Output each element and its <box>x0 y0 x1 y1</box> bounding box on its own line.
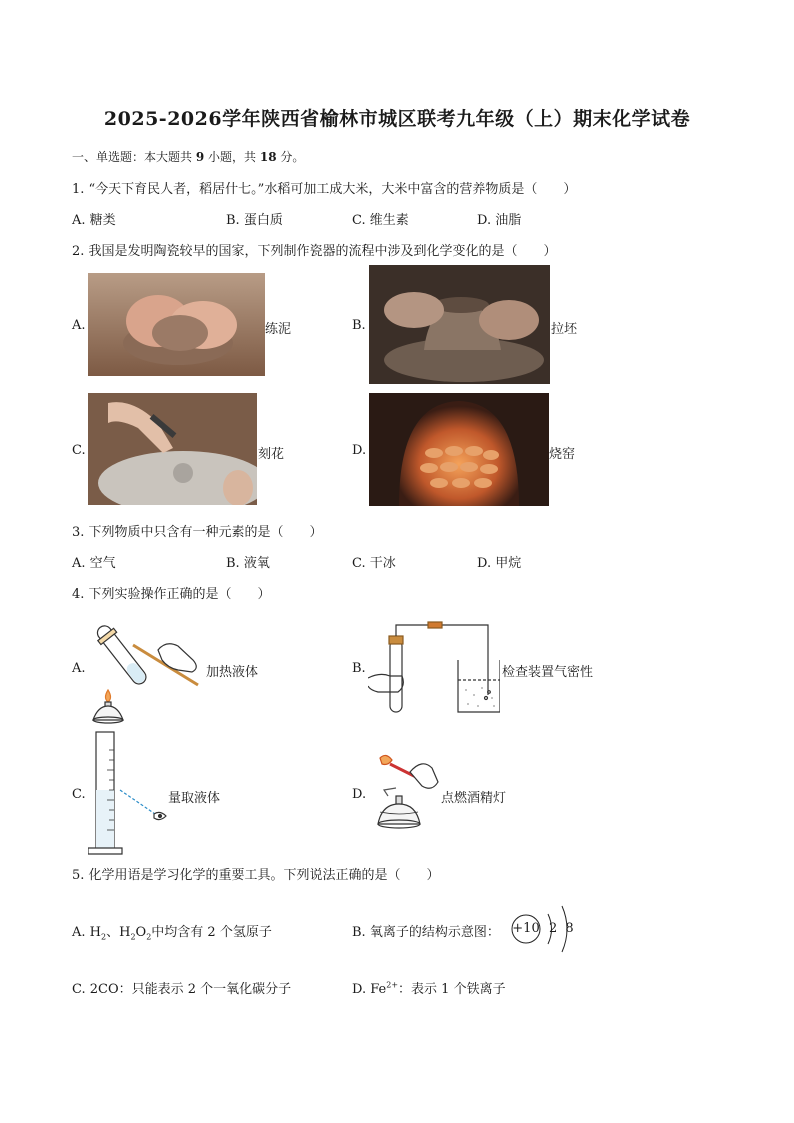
q5-option-d[interactable] <box>352 978 506 997</box>
lighting-alcohol-lamp-figure <box>366 752 442 830</box>
q2-option-c-caption: 刻花 <box>258 447 285 462</box>
heating-liquid-figure <box>88 610 206 725</box>
q2-option-a-caption: 练泥 <box>265 322 292 337</box>
q5-a-text-3: O <box>135 925 147 940</box>
q1-option-b[interactable]: B. 蛋白质 <box>226 213 283 228</box>
nucleus-charge: +10 <box>512 921 540 936</box>
electron-shells: 2 8 <box>549 921 576 936</box>
q1-option-c[interactable]: C. 维生素 <box>352 213 409 228</box>
q3-option-d[interactable]: D. 甲烷 <box>477 556 522 571</box>
measuring-cylinder-figure <box>88 730 170 856</box>
q5-option-b[interactable]: B. 氧离子的结构示意图： <box>352 925 500 940</box>
section-suffix: 分。 <box>280 150 305 164</box>
q5-a-text-2: 、H <box>106 925 131 940</box>
q2-option-b-letter[interactable]: B. <box>352 318 366 333</box>
q4-option-b-letter[interactable]: B. <box>352 661 366 676</box>
q2-stem: 2. 我国是发明陶瓷较早的国家，下列制作瓷器的流程中涉及到化学变化的是（ ） <box>72 244 557 259</box>
section-mid: 小题，共 <box>208 150 257 164</box>
q4-stem: 4. 下列实验操作正确的是（ ） <box>72 587 271 602</box>
q3-option-c[interactable]: C. 干冰 <box>352 556 396 571</box>
clay-kneading-photo <box>88 273 265 376</box>
q4-option-d-letter[interactable]: D. <box>352 787 367 802</box>
q5-a-text-1: A. H <box>72 925 101 940</box>
page-title: 2025-2026学年陕西省榆林市城区联考九年级（上）期末化学试卷 <box>103 108 691 130</box>
q3-stem: 3. 下列物质中只含有一种元素的是（ ） <box>72 525 323 540</box>
q5-a-sub-2: 2 <box>130 932 136 942</box>
q4-option-a-letter[interactable]: A. <box>72 661 86 676</box>
q1-option-a[interactable]: A. 糖类 <box>72 213 116 228</box>
q2-option-c-letter[interactable]: C. <box>72 443 86 458</box>
section-prefix: 一、单选题：本大题共 <box>72 150 193 164</box>
q5-d-text-1: D. Fe <box>352 982 387 997</box>
q5-a-text-4: 中均含有 2 个氢原子 <box>151 925 272 940</box>
q1-stem: 1. “今天下育民人者，稻居什七。”水稻可加工成大米，大米中富含的营养物质是（ ） <box>72 182 577 197</box>
q2-option-a-letter[interactable]: A. <box>72 318 86 333</box>
kiln-photo <box>369 393 549 506</box>
q4-option-a-caption: 加热液体 <box>206 665 259 680</box>
q5-option-a[interactable] <box>72 921 272 942</box>
q4-option-d-caption: 点燃酒精灯 <box>441 791 507 806</box>
q5-d-sup: 2+ <box>386 980 399 990</box>
q1-option-d[interactable]: D. 油脂 <box>477 213 522 228</box>
section-heading <box>72 148 304 165</box>
q3-option-a[interactable]: A. 空气 <box>72 556 116 571</box>
section-score: 18 <box>259 150 277 164</box>
q5-a-sub-3: 2 <box>146 932 152 942</box>
question-count: 9 <box>195 150 205 164</box>
q2-option-d-letter[interactable]: D. <box>352 443 367 458</box>
airtightness-check-figure <box>368 620 500 715</box>
q5-option-c[interactable]: C. 2CO：只能表示 2 个一氧化碳分子 <box>72 982 292 997</box>
q4-option-c-caption: 量取液体 <box>168 791 221 806</box>
q5-stem: 5. 化学用语是学习化学的重要工具。下列说法正确的是（ ） <box>72 868 440 883</box>
q2-option-b-caption: 拉坯 <box>551 322 578 337</box>
q5-a-sub-1: 2 <box>101 932 107 942</box>
q2-option-d-caption: 烧窑 <box>549 447 576 462</box>
carving-photo <box>88 393 257 505</box>
q3-option-b[interactable]: B. 液氧 <box>226 556 270 571</box>
q4-option-c-letter[interactable]: C. <box>72 787 86 802</box>
pottery-wheel-photo <box>369 265 550 384</box>
q5-d-text-2: ：表示 1 个铁离子 <box>398 982 506 997</box>
q4-option-b-caption: 检查装置气密性 <box>502 665 594 680</box>
